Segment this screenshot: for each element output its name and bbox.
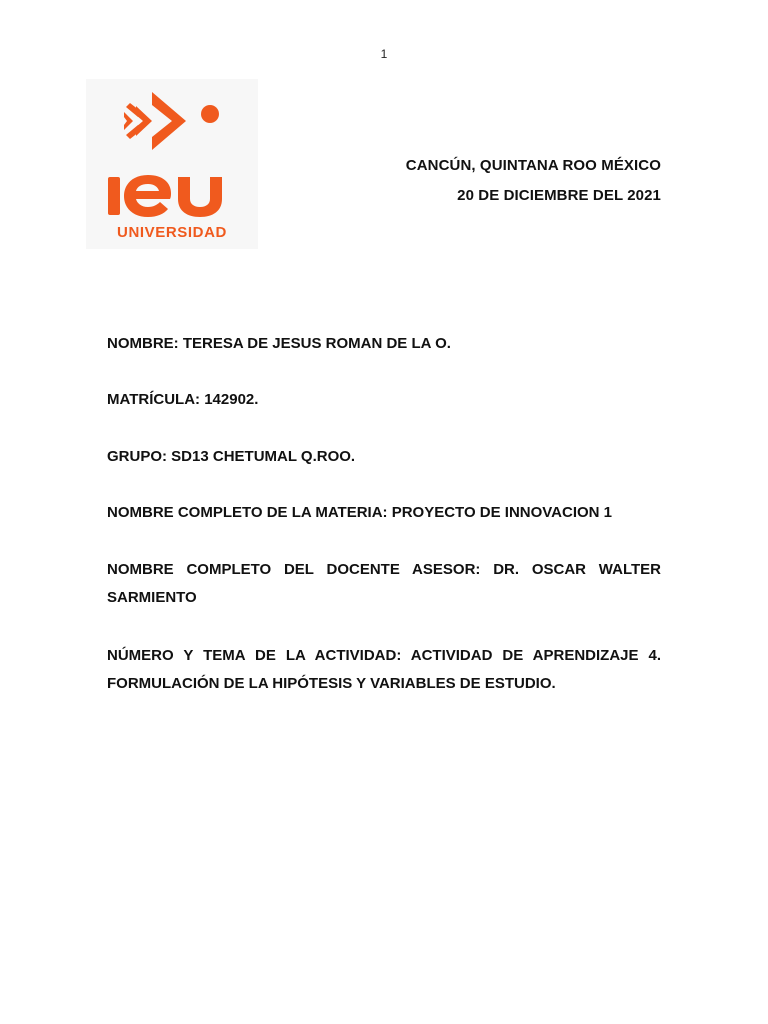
subject-field: NOMBRE COMPLETO DE LA MATERIA: PROYECTO DE INNOVACION 1 [107,504,613,521]
group-field: GRUPO: SD13 CHETUMAL Q.ROO. [107,448,356,465]
date-line: 20 DE DICIEMBRE DEL 2021 [457,187,661,204]
logo-subtitle-lettering: UNIVERSIDAD [117,224,227,241]
student-id-field: MATRÍCULA: 142902. [107,391,259,408]
arrow-mark-icon [124,92,219,150]
student-name-field: NOMBRE: TERESA DE JESUS ROMAN DE LA O. [107,335,451,352]
activity-field-line2: FORMULACIÓN DE LA HIPÓTESIS Y VARIABLES DE ESTUDIO. [107,675,556,692]
activity-field-line1: NÚMERO Y TEMA DE LA ACTIVIDAD: ACTIVIDAD DE APRENDIZAJE 4. [107,647,661,664]
document-header [406,151,661,211]
ieu-wordmark [108,175,222,217]
ieu-universidad-logo [86,79,258,249]
page-number: 1 [380,47,388,61]
activity-field [107,642,661,698]
teacher-field-line2: SARMIENTO [107,589,197,606]
teacher-field-line1: NOMBRE COMPLETO DEL DOCENTE ASESOR: DR. OSCAR WALTER [107,561,661,578]
ieu-logo-graphic [86,79,258,249]
teacher-field [107,556,661,612]
location-line: CANCÚN, QUINTANA ROO MÉXICO [405,157,661,174]
